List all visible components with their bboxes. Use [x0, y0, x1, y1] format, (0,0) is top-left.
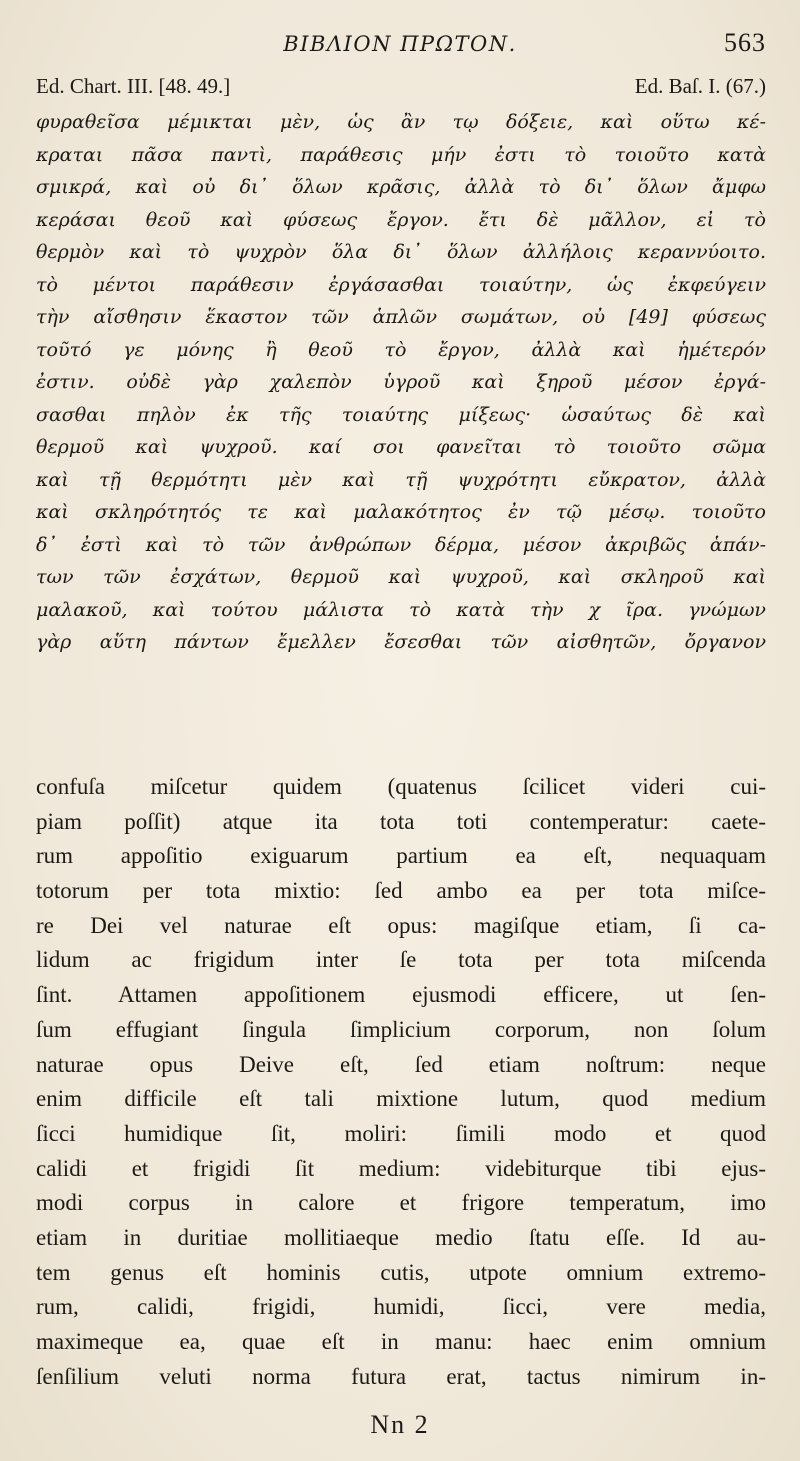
latin-text-line: ſenſilium veluti norma futura erat, tactus nimirum in- — [36, 1363, 766, 1389]
greek-text-line: κραται πᾶσα παντὶ, παράθεσις μήν ἐστι τὸ τοιοῦτο κατὰ — [36, 143, 766, 166]
greek-text-line: σμικρά, καὶ οὐ δι᾽ ὅλων κρᾶσις, ἀλλὰ τὸ δι᾽ ὅλων ἄμφω — [36, 176, 766, 198]
latin-text-line: confuſa miſcetur quidem (quatenus ſcilicet videri cui- — [36, 774, 766, 799]
greek-text-block — [36, 106, 766, 659]
edition-references — [36, 74, 766, 104]
greek-text-line: τοῦτό γε μόνης ἢ θεοῦ τὸ ἔργον, ἀλλὰ καὶ ἡμέτερόν — [36, 338, 766, 361]
greek-text-line: θερμοῦ καὶ ψυχροῦ. καί σοι φανεῖται τὸ τοιοῦτο σῶμα — [36, 436, 766, 458]
latin-text-line: tem genus eſt hominis cutis, utpote omnium extremo- — [36, 1259, 766, 1285]
latin-text-block — [36, 770, 766, 1394]
greek-text-line: τὴν αἴσθησιν ἕκαστον τῶν ἁπλῶν σωμάτων, οὐ [49] φύσεως — [36, 306, 766, 328]
book-title: ΒΙΒΛΙΟΝ ΠΡΩΤΟΝ. — [283, 32, 517, 56]
greek-text-line: των τῶν ἐσχάτων, θερμοῦ καὶ ψυχροῦ, καὶ σκληροῦ καὶ — [36, 566, 766, 588]
latin-text-line: ſicci humidique ſit, moliri: ſimili modo et quod — [36, 1120, 766, 1146]
latin-text-line: etiam in duritiae mollitiaeque medio ſtatu eſſe. Id au- — [36, 1224, 766, 1250]
latin-text-line: re Dei vel naturae eſt opus: magiſque etiam, ſi ca- — [36, 912, 766, 938]
latin-text-line: naturae opus Deive eſt, ſed etiam noſtrum: neque — [36, 1051, 766, 1077]
edition-chart-reference: Ed. Chart. III. [48. 49.] — [36, 74, 231, 98]
latin-text-line: ſint. Attamen appoſitionem ejusmodi efficere, ut ſen- — [36, 982, 766, 1008]
greek-text-line: καὶ σκληρότητός τε καὶ μαλακότητος ἐν τῷ μέσῳ. τοιοῦτο — [36, 501, 766, 523]
latin-text-line: rum, calidi, frigidi, humidi, ſicci, vere media, — [36, 1294, 766, 1320]
greek-text-line: ἐστιν. οὐδὲ γὰρ χαλεπὸν ὑγροῦ καὶ ξηροῦ μέσον ἐργά- — [36, 371, 766, 393]
greek-text-line: γὰρ αὕτη πάντων ἔμελλεν ἔσεσθαι τῶν αἰσθητῶν, ὄργανον — [36, 631, 766, 653]
greek-text-line: σασθαι πηλὸν ἐκ τῆς τοιαύτης μίξεως· ὡσαύτως δὲ καὶ — [36, 403, 766, 426]
latin-text-line: rum appoſitio exiguarum partium ea eſt, nequaquam — [36, 843, 766, 869]
page-number: 563 — [724, 28, 766, 57]
latin-text-line: maximeque ea, quae eſt in manu: haec enim omnium — [36, 1329, 766, 1354]
greek-text-line: φυραθεῖσα μέμικται μὲν, ὡς ἂν τῳ δόξειε, καὶ οὕτω κέ- — [36, 111, 766, 133]
greek-text-line: μαλακοῦ, καὶ τούτου μάλιστα τὸ κατὰ τὴν χ ῖρα. γνώμων — [36, 598, 766, 621]
latin-text-line: enim difficile eſt tali mixtione lutum, quod medium — [36, 1086, 766, 1112]
greek-text-line: καὶ τῇ θερμότητι μὲν καὶ τῇ ψυχρότητι εὔκρατον, ἀλλὰ — [36, 468, 766, 491]
running-head — [0, 26, 800, 66]
latin-text-line: totorum per tota mixtio: ſed ambo ea per tota miſce- — [36, 878, 766, 904]
greek-text-line: κεράσαι θεοῦ καὶ φύσεως ἔργον. ἔτι δὲ μᾶλλον, εἰ τὸ — [36, 208, 766, 231]
greek-text-line: δ᾽ ἐστὶ καὶ τὸ τῶν ἀνθρώπων δέρμα, μέσον ἀκριβῶς ἁπάν- — [36, 533, 766, 556]
latin-text-line: ſum effugiant ſingula ſimplicium corporum, non ſolum — [36, 1016, 766, 1042]
edition-basel-reference: Ed. Baſ. I. (67.) — [634, 74, 766, 98]
greek-text-line: τὸ μέντοι παράθεσιν ἐργάσασθαι τοιαύτην, ὡς ἐκφεύγειν — [36, 273, 766, 296]
printer-signature-mark: Nn 2 — [370, 1410, 430, 1439]
latin-text-line: calidi et frigidi ſit medium: videbiturque tibi ejus- — [36, 1155, 766, 1181]
latin-text-line: lidum ac frigidum inter ſe tota per tota miſcenda — [36, 947, 766, 973]
greek-text-line: θερμὸν καὶ τὸ ψυχρὸν ὅλα δι᾽ ὅλων ἀλλήλοις κεραννύοιτο. — [36, 241, 766, 263]
latin-text-line: piam poſſit) atque ita tota toti contemperatur: caete- — [36, 808, 766, 834]
latin-text-line: modi corpus in calore et frigore temperatum, imo — [36, 1190, 766, 1216]
